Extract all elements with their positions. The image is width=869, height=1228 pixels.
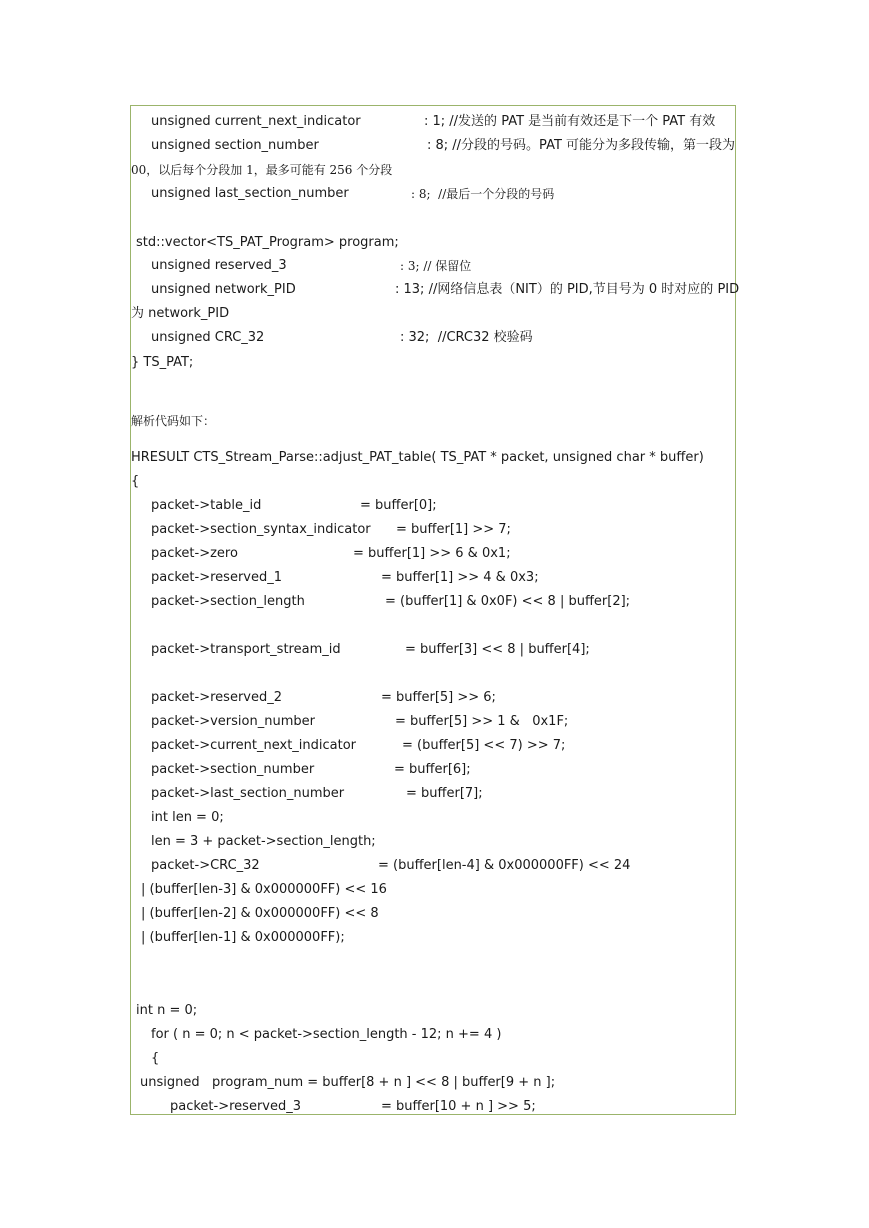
code-line: int len = 0;: [151, 810, 224, 825]
code-line: packet->section_syntax_indicator: [151, 522, 371, 537]
code-line: HRESULT CTS_Stream_Parse::adjust_PAT_table( TS_PAT * packet, unsigned char * buffer): [131, 450, 704, 465]
code-line: std::vector<TS_PAT_Program> program;: [136, 235, 399, 250]
code-line: | (buffer[len-2] & 0x000000FF) << 8: [141, 906, 379, 921]
code-line: = buffer[7];: [406, 786, 483, 801]
code-line: = buffer[1] >> 7;: [396, 522, 511, 537]
code-line: = buffer[6];: [394, 762, 471, 777]
code-line: {: [151, 1051, 160, 1066]
code-line: packet->section_number: [151, 762, 315, 777]
code-line: = buffer[0];: [360, 498, 437, 513]
code-line: 解析代码如下：: [131, 414, 216, 428]
code-line: = (buffer[len-4] & 0x000000FF) << 24: [378, 858, 631, 873]
code-line: = buffer[5] >> 1 & 0x1F;: [395, 714, 569, 729]
code-line: 00，以后每个分段加 1，最多可能有 256 个分段: [131, 163, 393, 177]
code-line: : 8; //最后一个分段的号码: [411, 187, 555, 201]
code-line: = buffer[10 + n ] >> 5;: [381, 1099, 536, 1114]
code-line: = buffer[3] << 8 | buffer[4];: [405, 642, 590, 657]
code-line: : 1; //发送的 PAT 是当前有效还是下一个 PAT 有效: [424, 114, 716, 129]
code-line: len = 3 + packet->section_length;: [151, 834, 376, 849]
code-line: : 13; //网络信息表（NIT）的 PID,节目号为 0 时对应的 PID: [395, 282, 740, 297]
code-line: packet->last_section_number: [151, 786, 345, 801]
code-line: = buffer[5] >> 6;: [381, 690, 496, 705]
code-line: = (buffer[5] << 7) >> 7;: [402, 738, 566, 753]
code-line: : 3; // 保留位: [400, 259, 472, 273]
code-line: = (buffer[1] & 0x0F) << 8 | buffer[2];: [385, 594, 631, 609]
code-line: {: [131, 474, 140, 489]
code-line: unsigned reserved_3: [151, 258, 287, 273]
code-line: packet->zero: [151, 546, 238, 561]
code-line: packet->table_id: [151, 498, 262, 513]
code-line: unsigned network_PID: [151, 282, 296, 297]
code-line: packet->version_number: [151, 714, 315, 729]
code-line: packet->reserved_3: [170, 1099, 301, 1114]
code-line: packet->CRC_32: [151, 858, 260, 873]
code-line: | (buffer[len-3] & 0x000000FF) << 16: [141, 882, 387, 897]
code-line: packet->section_length: [151, 594, 305, 609]
code-line: } TS_PAT;: [131, 355, 194, 370]
code-line: unsigned section_number: [151, 138, 319, 153]
code-frame: [130, 105, 736, 1115]
code-line: unsigned current_next_indicator: [151, 114, 361, 129]
code-line: for ( n = 0; n < packet->section_length - 12; n += 4 ): [151, 1027, 502, 1042]
code-line: packet->reserved_2: [151, 690, 282, 705]
code-line: unsigned last_section_number: [151, 186, 349, 201]
code-line: packet->reserved_1: [151, 570, 282, 585]
code-line: = buffer[1] >> 4 & 0x3;: [381, 570, 539, 585]
code-line: = buffer[1] >> 6 & 0x1;: [353, 546, 511, 561]
code-line: packet->current_next_indicator: [151, 738, 357, 753]
code-line: unsigned CRC_32: [151, 330, 265, 345]
code-line: packet->transport_stream_id: [151, 642, 341, 657]
code-line: unsigned program_num = buffer[8 + n ] << 8 | buffer[9 + n ];: [140, 1075, 556, 1090]
code-line: | (buffer[len-1] & 0x000000FF);: [141, 930, 345, 945]
code-line: : 32; //CRC32 校验码: [400, 330, 533, 345]
code-line: : 8; //分段的号码。PAT 可能分为多段传输，第一段为: [427, 138, 736, 153]
code-line: int n = 0;: [136, 1003, 198, 1018]
code-line: 为 network_PID: [131, 306, 230, 321]
